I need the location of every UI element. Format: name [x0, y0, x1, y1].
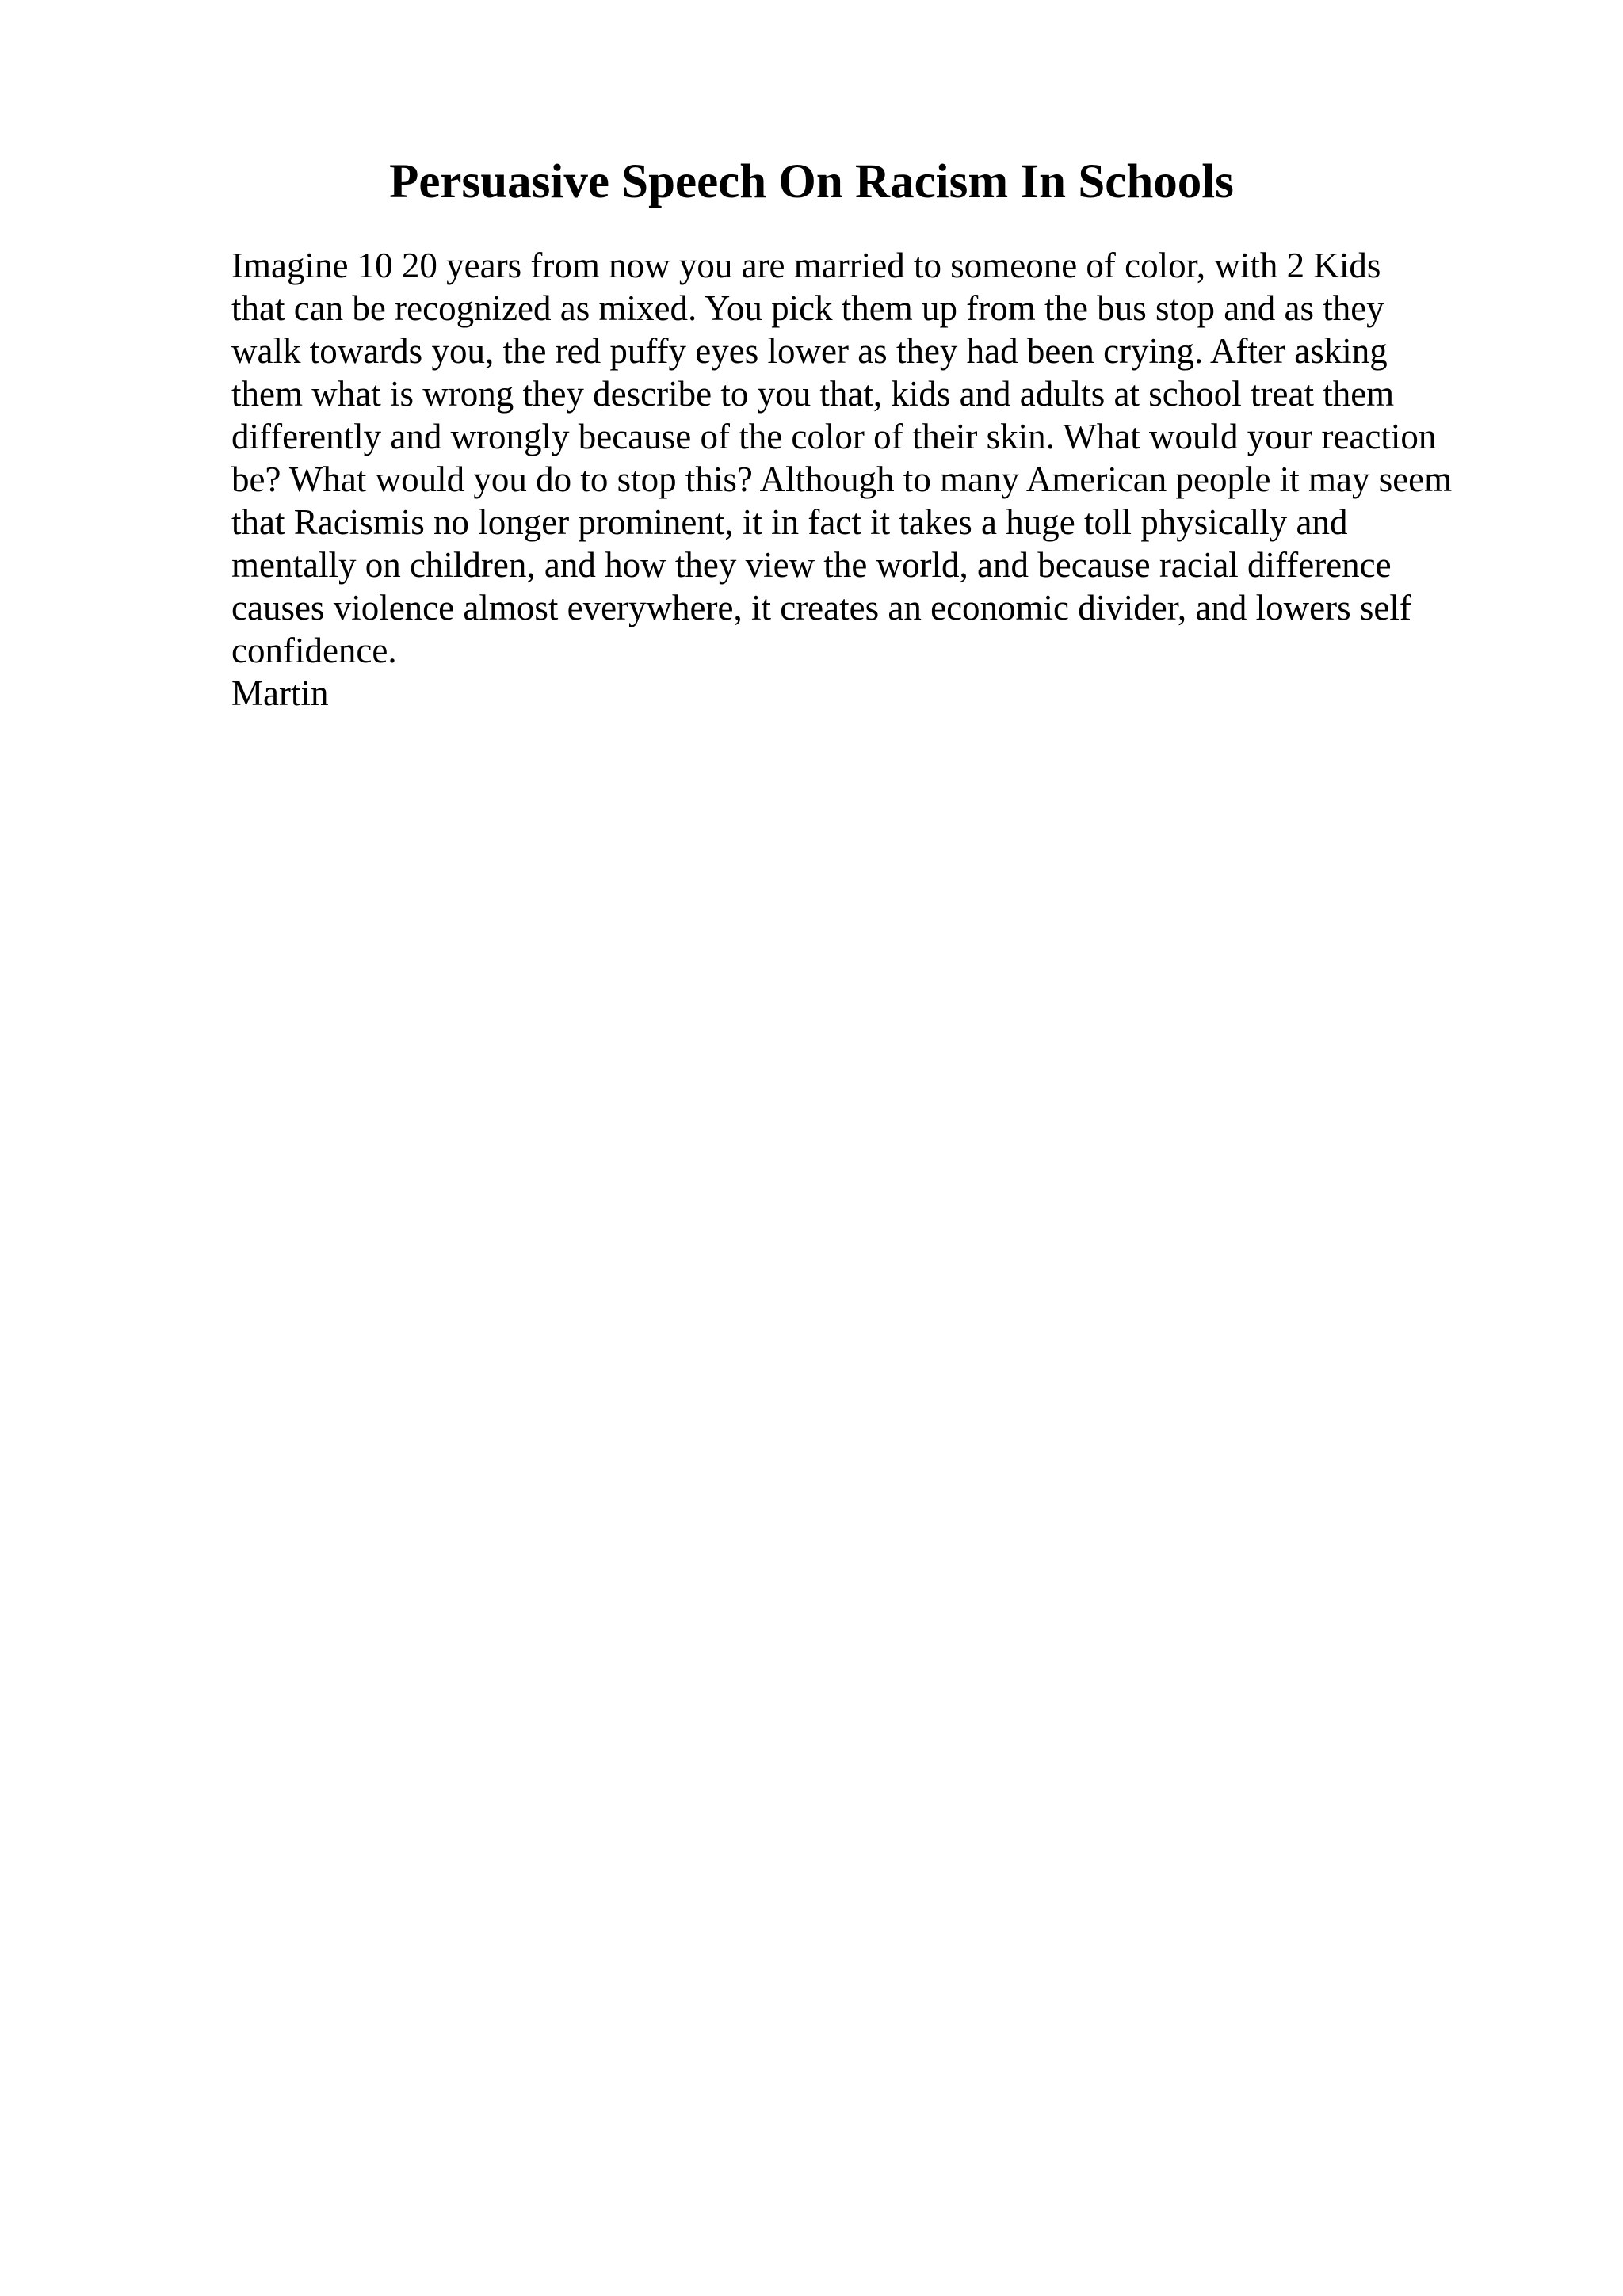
- document-title: Persuasive Speech On Racism In Schools: [389, 155, 1234, 208]
- body-line: confidence.: [231, 631, 397, 670]
- body-line: causes violence almost everywhere, it creates an economic divider, and lowers self: [231, 588, 1411, 627]
- body-line: be? What would you do to stop this? Although to many American people it may seem: [231, 460, 1453, 499]
- body-line: mentally on children, and how they view the world, and because racial difference: [231, 545, 1392, 585]
- author-name: Martin: [231, 673, 329, 713]
- document-body: [231, 244, 1531, 715]
- body-line: them what is wrong they describe to you that, kids and adults at school treat them: [231, 374, 1395, 414]
- body-line: differently and wrongly because of the color of their skin. What would your reaction: [231, 417, 1437, 456]
- body-line: that Racismis no longer prominent, it in fact it takes a huge toll physically and: [231, 502, 1348, 542]
- body-line: that can be recognized as mixed. You pick them up from the bus stop and as they: [231, 288, 1384, 328]
- body-line: walk towards you, the red puffy eyes lower as they had been crying. After asking: [231, 331, 1388, 371]
- body-line: Imagine 10 20 years from now you are married to someone of color, with 2 Kids: [231, 246, 1381, 285]
